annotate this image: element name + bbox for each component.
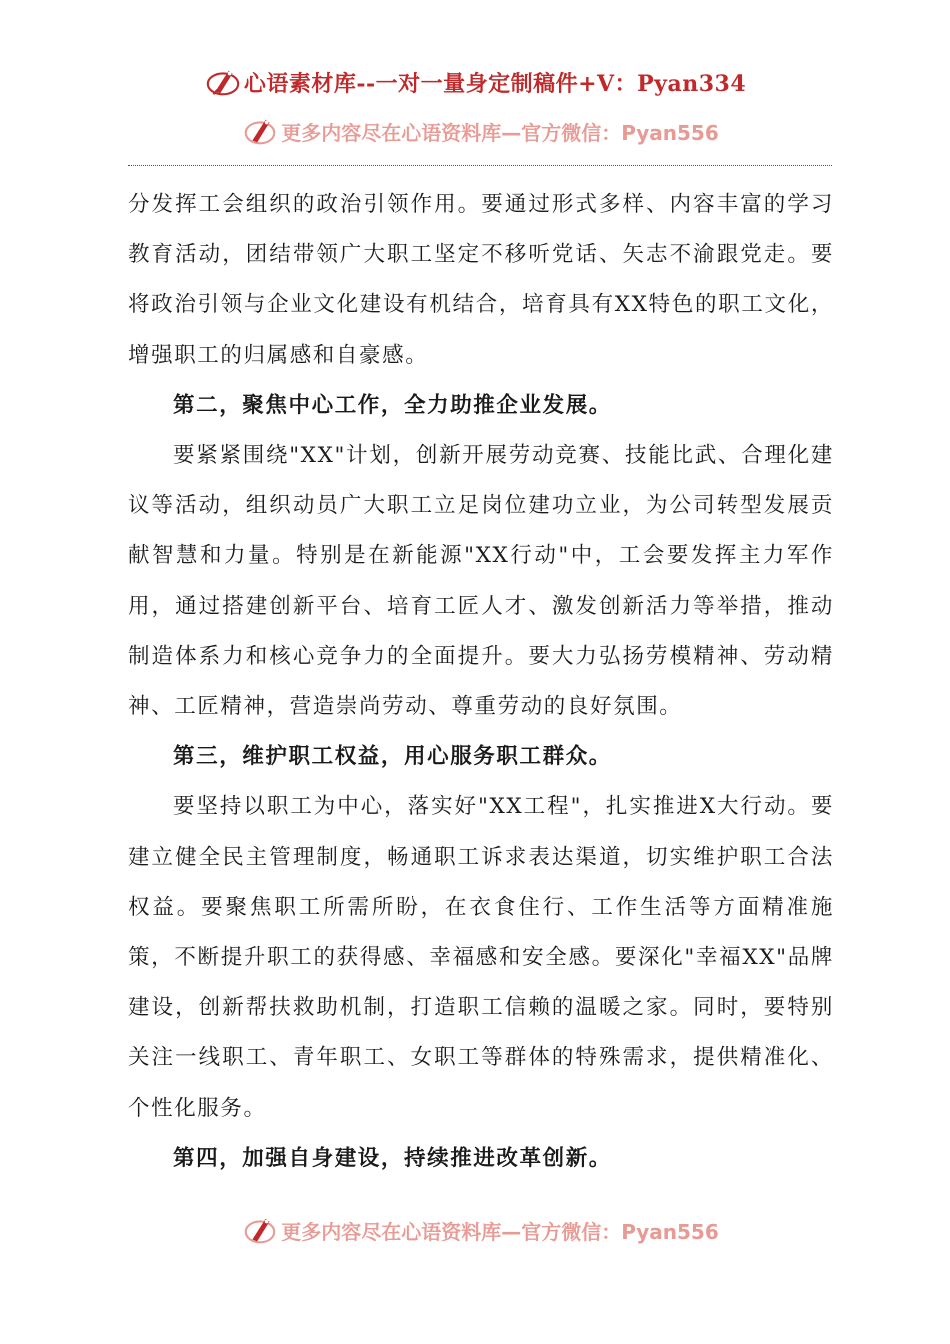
pen-nib-logo-icon <box>241 1211 279 1249</box>
header-title: 心语素材库--一对一量身定制稿件+V：Pyan334 <box>243 70 747 97</box>
section-heading: 第二，聚焦中心工作，全力助推企业发展。 <box>173 392 612 418</box>
footer-text: 更多内容尽在心语资料库—官方微信：Pyan556 <box>281 1219 719 1244</box>
section-heading: 第三，维护职工权益，用心服务职工群众。 <box>173 744 612 770</box>
header-watermark <box>0 112 950 150</box>
pen-nib-logo-icon <box>241 112 279 150</box>
paragraph: 要紧紧围绕"XX"计划，创新开展劳动竞赛、技能比武、合理化建议等活动，组织动员广大职工立足岗位建功立业，为公司转型发展贡献智慧和力量。特别是在新能源"XX行动"中，工会要发挥主力军作用，通过搭建创新平台、培育工匠人才、激发创新活力等举措，推动制造体系力和核心竞争力的全面提升。要大力弘扬劳模精神、劳动精神、工匠精神，营造崇尚劳动、尊重劳动的良好氛围。 <box>128 443 834 720</box>
footer-watermark <box>0 1210 950 1250</box>
header-subtitle: 更多内容尽在心语资料库—官方微信：Pyan556 <box>281 120 719 145</box>
header-banner <box>0 62 950 102</box>
pen-nib-logo-icon <box>204 63 242 101</box>
section-heading: 第四，加强自身建设，持续推进改革创新。 <box>173 1145 612 1171</box>
header-divider <box>128 165 832 166</box>
paragraph: 分发挥工会组织的政治引领作用。要通过形式多样、内容丰富的学习教育活动，团结带领广大职工坚定不移听党话、矢志不渝跟党走。要将政治引领与企业文化建设有机结合，培育具有XX特色的职工文化，增强职工的归属感和自豪感。 <box>128 192 834 368</box>
paragraph: 要坚持以职工为中心，落实好"XX工程"，扎实推进X大行动。要建立健全民主管理制度，畅通职工诉求表达渠道，切实维护职工合法权益。要聚焦职工所需所盼，在衣食住行、工作生活等方面精准施策，不断提升职工的获得感、幸福感和安全感。要深化"幸福XX"品牌建设，创新帮扶救助机制，打造职工信赖的温暖之家。同时，要特别关注一线职工、青年职工、女职工等群体的特殊需求，提供精准化、个性化服务。 <box>128 794 834 1121</box>
document-body <box>128 180 834 1184</box>
